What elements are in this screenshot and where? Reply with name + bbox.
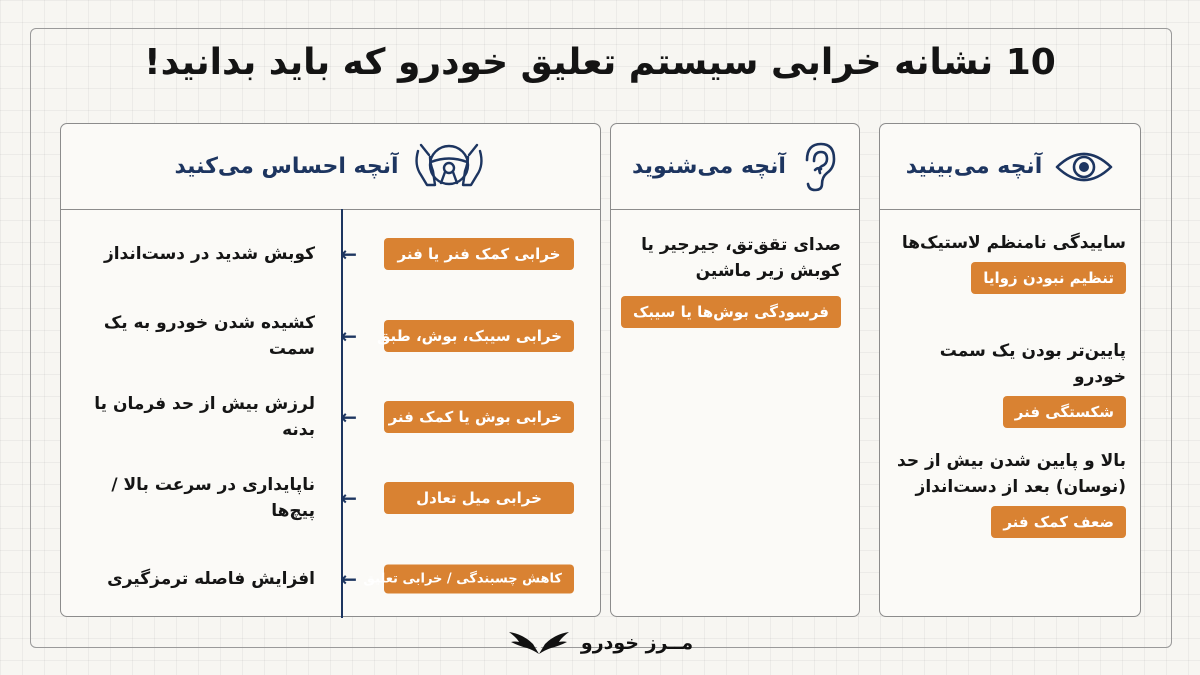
feel-row	[61, 468, 600, 528]
cause-badge: خرابی میل تعادل	[384, 482, 574, 514]
symptom-text: بالا و پایین شدن بیش از حد (نوسان) بعد از دست‌انداز	[897, 451, 1126, 497]
arrow-left-icon: ←	[340, 405, 357, 429]
cause-badge: ضعف کمک فنر	[991, 506, 1126, 538]
arrow-left-icon: ←	[340, 486, 357, 510]
symptom-text: کوبش شدید در دست‌انداز	[103, 244, 315, 264]
cause-badge: شکستگی فنر	[1003, 396, 1126, 428]
cause-badge: خرابی سیبک، بوش، طبق	[384, 320, 574, 352]
hear-item	[625, 232, 841, 328]
cause-badge: خرابی کمک فنر یا فنر	[384, 238, 574, 270]
footer-brand	[0, 630, 1200, 656]
see-title: آنچه می‌بینید	[905, 154, 1043, 179]
symptom-text: کشیده شدن خودرو به یک سمت	[103, 313, 315, 359]
see-header	[880, 124, 1140, 210]
symptom-text: پایین‌تر بودن یک سمت خودرو	[939, 341, 1126, 387]
wings-logo-icon	[507, 630, 571, 656]
eye-icon	[1054, 147, 1114, 187]
ear-icon	[798, 140, 838, 194]
arrow-left-icon: ←	[340, 567, 357, 591]
see-item	[892, 230, 1126, 294]
symptom-text: ناپایداری در سرعت بالا / پیچ‌ها	[111, 475, 315, 521]
hear-header	[611, 124, 859, 210]
feel-row	[61, 306, 600, 366]
symptom-text: افزایش فاصله ترمزگیری	[107, 569, 315, 589]
arrow-left-icon: ←	[340, 324, 357, 348]
symptom-text: ساییدگی نامنظم لاستیک‌ها	[901, 233, 1126, 253]
symptom-text: لرزش بیش از حد فرمان یا بدنه	[94, 394, 315, 440]
brand-name: مــرز خودرو	[580, 632, 694, 654]
feel-panel	[60, 123, 601, 617]
cause-badge: خرابی بوش یا کمک فنر	[384, 401, 574, 433]
see-item	[892, 448, 1126, 538]
see-item	[892, 338, 1126, 428]
cause-badge: کاهش چسبندگی / خرابی تعلیق	[384, 565, 574, 594]
arrow-left-icon: ←	[340, 242, 357, 266]
symptom-text: صدای تقق‌تق، جیرجیر یا کوبش زیر ماشین	[641, 235, 841, 281]
hear-title: آنچه می‌شنوید	[632, 154, 786, 179]
cause-badge: فرسودگی بوش‌ها یا سیبک	[621, 296, 841, 328]
feel-row	[61, 224, 600, 284]
page-title: 10 نشانه خرابی سیستم تعلیق خودرو که باید بدانید!	[144, 42, 1056, 83]
feel-header	[61, 124, 600, 210]
steering-wheel-icon	[411, 141, 487, 193]
see-panel	[879, 123, 1141, 617]
hear-panel	[610, 123, 860, 617]
cause-badge: تنظیم نبودن زوایا	[971, 262, 1126, 294]
feel-title: آنچه احساس می‌کنید	[174, 154, 399, 179]
feel-row	[61, 549, 600, 609]
feel-row	[61, 387, 600, 447]
